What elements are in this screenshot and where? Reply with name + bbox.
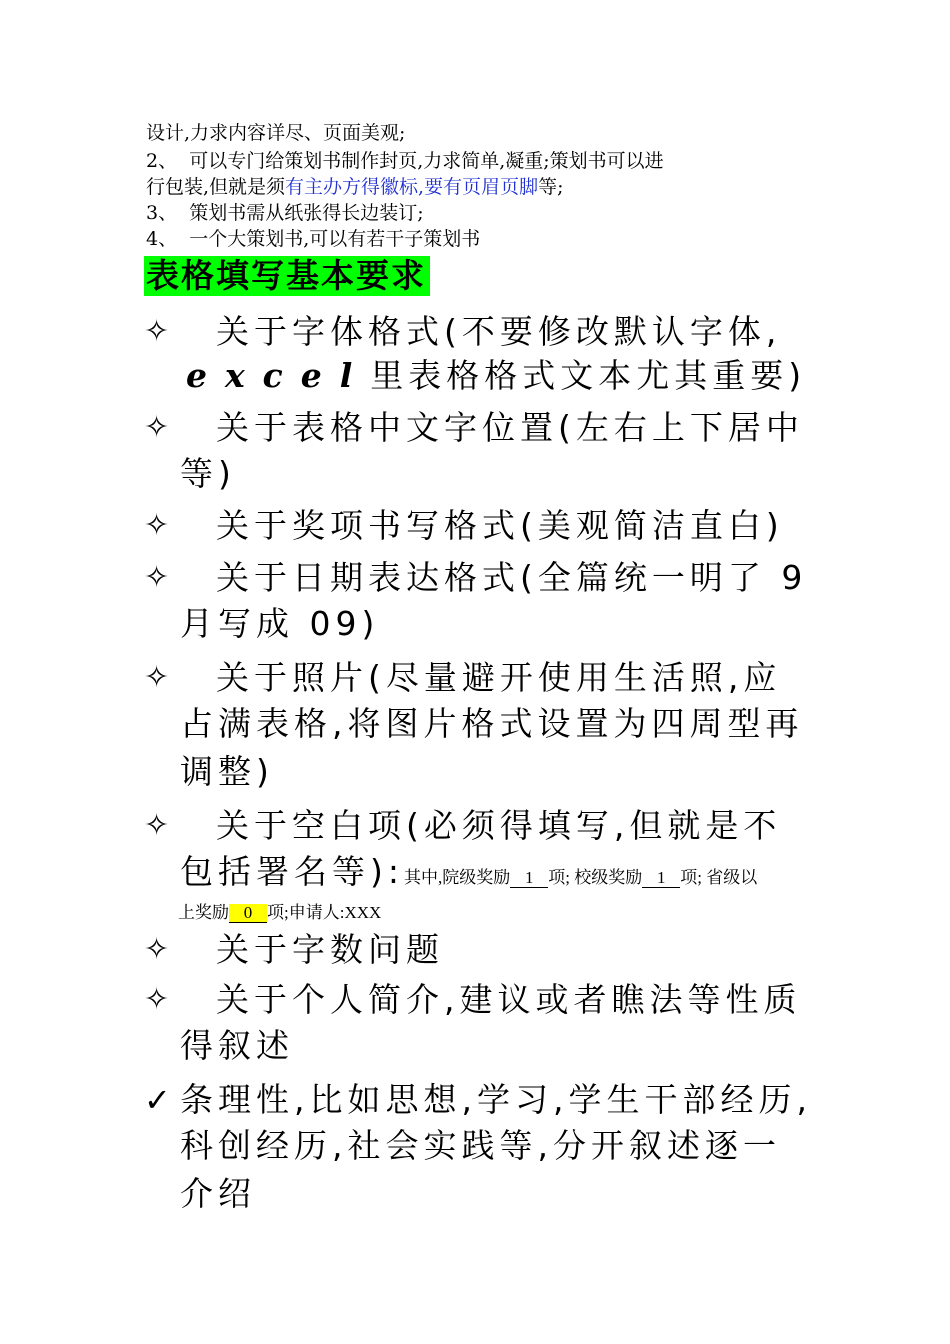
- item-8-line-2: 得叙述: [180, 1026, 294, 1065]
- intro-item-2-number: 2、: [146, 150, 178, 172]
- diamond-bullet-icon: ✧: [144, 508, 170, 543]
- intro-item-2-cont-end: 等;: [538, 176, 564, 198]
- diamond-bullet-icon: ✧: [144, 660, 170, 695]
- item-5-line-2: 占满表格,将图片格式设置为四周型再: [180, 704, 804, 743]
- item-6-line-3: [178, 892, 381, 928]
- intro-item-2-blue-text: 有主办方得徽标,要有页眉页脚: [285, 176, 539, 198]
- item-8-line-1: 关于个人简介,建议或者瞧法等性质: [216, 980, 802, 1019]
- item-3-line-1: 关于奖项书写格式(美观简洁直白): [216, 506, 784, 545]
- item-6-line-1: 关于空白项(必须得填写,但就是不: [216, 806, 782, 845]
- diamond-bullet-icon: ✧: [144, 982, 170, 1017]
- diamond-bullet-icon: ✧: [144, 314, 170, 349]
- intro-item-3-number: 3、: [146, 202, 178, 224]
- college-award-count: 1: [510, 869, 548, 888]
- diamond-bullet-icon: ✧: [144, 808, 170, 843]
- check-item-line-2: 科创经历,社会实践等,分开叙述逐一: [180, 1126, 781, 1165]
- province-award-count: 0: [229, 904, 267, 923]
- item-2-line-2: 等): [180, 454, 236, 493]
- intro-line-1: 设计,力求内容详尽、页面美观;: [146, 122, 406, 144]
- checkmark-icon: ✓: [144, 1081, 171, 1119]
- item-5-line-1: 关于照片(尽量避开使用生活照,应: [216, 658, 782, 697]
- intro-item-2-cont-text: 行包装,但就是须: [146, 176, 286, 198]
- item-5-line-3: 调整): [180, 752, 274, 791]
- item-1-line-2-text: 里表格格式文本尤其重要): [370, 356, 807, 395]
- intro-item-3-text: 策划书需从纸张得长边装订;: [189, 202, 424, 224]
- item-1-line-2: [186, 356, 806, 396]
- item-4-line-1: 关于日期表达格式(全篇统一明了 9: [216, 558, 808, 597]
- diamond-bullet-icon: ✧: [144, 410, 170, 445]
- item-7-line-1: 关于字数问题: [216, 930, 444, 969]
- item-6-line-2-text: 包括署名等):: [180, 852, 404, 891]
- item-6-fine-3: 项; 省级以: [680, 868, 758, 887]
- school-award-count: 1: [642, 869, 680, 888]
- intro-item-2-cont: [146, 174, 564, 200]
- section-heading: 表格填写基本要求: [144, 256, 430, 296]
- item-6-fine-5: 项;申请人:XXX: [267, 903, 382, 922]
- intro-item-2-text: 可以专门给策划书制作封页,力求简单,凝重;策划书可以进: [189, 150, 664, 172]
- intro-item-4-number: 4、: [146, 228, 178, 250]
- item-6-fine-4: 上奖励: [178, 903, 229, 922]
- intro-item-2: [146, 148, 664, 174]
- item-6-fine-1: 其中,院级奖励: [404, 868, 511, 887]
- item-4-line-2: 月写成 09): [180, 604, 380, 643]
- item-1-excel-word: excel: [186, 356, 371, 395]
- diamond-bullet-icon: ✧: [144, 560, 170, 595]
- item-6-fine-2: 项; 校级奖励: [548, 868, 643, 887]
- intro-item-4: [146, 226, 480, 252]
- item-1-line-1: 关于字体格式(不要修改默认字体,: [216, 312, 782, 351]
- item-2-line-1: 关于表格中文字位置(左右上下居中: [216, 408, 804, 447]
- diamond-bullet-icon: ✧: [144, 932, 170, 967]
- check-item-line-1: 条理性,比如思想,学习,学生干部经历,: [180, 1080, 812, 1119]
- intro-item-4-text: 一个大策划书,可以有若干子策划书: [189, 228, 481, 250]
- check-item-line-3: 介绍: [180, 1174, 256, 1213]
- intro-item-3: [146, 200, 424, 226]
